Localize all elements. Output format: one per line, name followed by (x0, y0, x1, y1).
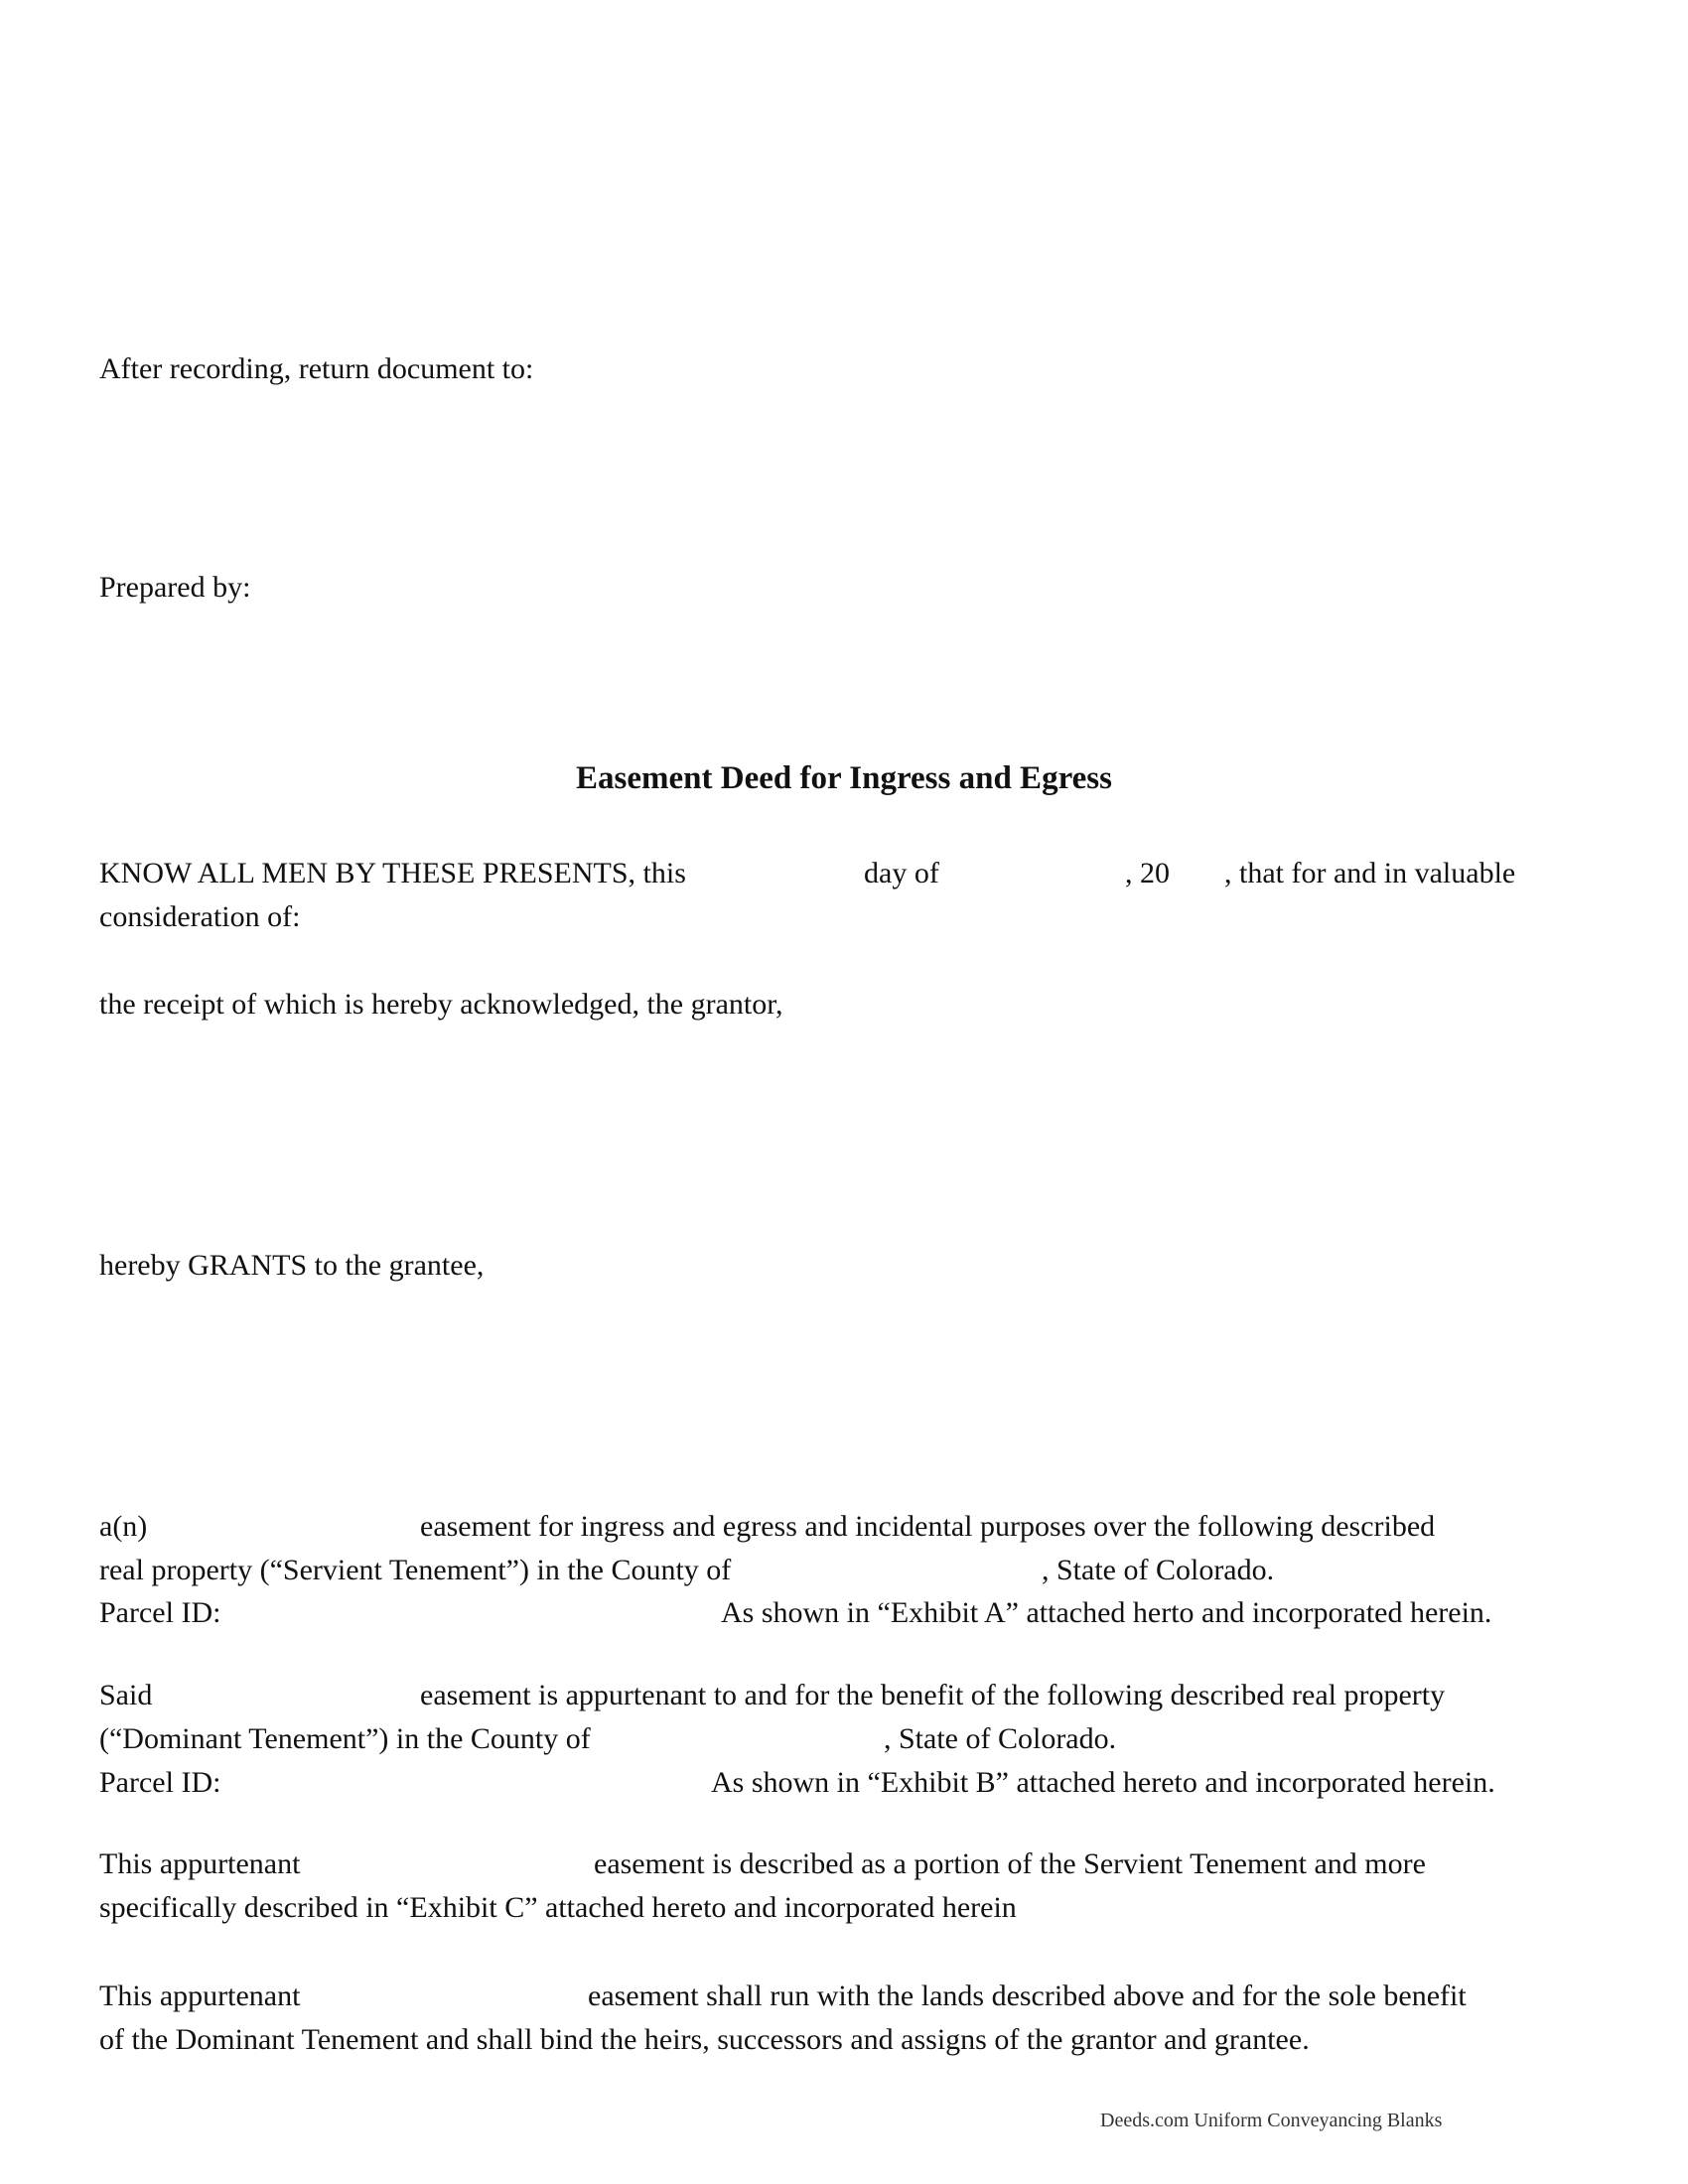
servient-parcel-label: Parcel ID: (99, 1596, 221, 1629)
described-easement-text: easement is described as a portion of the Servient Tenement and more (594, 1847, 1426, 1880)
servient-easement-text: easement for ingress and egress and incidental purposes over the following described (420, 1510, 1436, 1543)
servient-real-property: real property (“Servient Tenement”) in the County of (99, 1554, 732, 1586)
preamble-year: , 20 (1125, 857, 1170, 889)
described-exhibit-c: specifically described in “Exhibit C” attached hereto and incorporated herein (99, 1891, 1017, 1924)
footer-source: Deeds.com Uniform Conveyancing Blanks (1100, 2110, 1443, 2131)
servient-state: , State of Colorado. (1042, 1554, 1275, 1586)
preamble-day-of: day of (864, 857, 939, 889)
prepared-by-label: Prepared by: (99, 571, 251, 604)
dominant-said: Said (99, 1679, 153, 1711)
dominant-state: , State of Colorado. (884, 1722, 1117, 1755)
return-to-label: After recording, return document to: (99, 352, 534, 385)
receipt-clause: the receipt of which is hereby acknowledged, the grantor, (99, 988, 783, 1021)
dominant-easement-text: easement is appurtenant to and for the benefit of the following described real property (420, 1679, 1446, 1711)
servient-an: a(n) (99, 1510, 148, 1543)
run-with-line2: of the Dominant Tenement and shall bind the heirs, successors and assigns of the grantor and grantee. (99, 2023, 1310, 2056)
preamble-consideration: consideration of: (99, 900, 301, 933)
run-with-easement-text: easement shall run with the lands described above and for the sole benefit (588, 1979, 1467, 2012)
preamble-that-for: , that for and in valuable (1224, 857, 1516, 889)
preamble-know-all: KNOW ALL MEN BY THESE PRESENTS, this (99, 857, 686, 889)
dominant-county: (“Dominant Tenement”) in the County of (99, 1722, 591, 1755)
document-title: Easement Deed for Ingress and Egress (576, 760, 1112, 796)
servient-exhibit-a: As shown in “Exhibit A” attached herto and incorporated herein. (721, 1596, 1492, 1629)
run-with-this-appurtenant: This appurtenant (99, 1979, 301, 2012)
dominant-parcel-label: Parcel ID: (99, 1766, 221, 1799)
dominant-exhibit-b: As shown in “Exhibit B” attached hereto and incorporated herein. (711, 1766, 1495, 1799)
grants-clause: hereby GRANTS to the grantee, (99, 1249, 485, 1282)
described-this-appurtenant: This appurtenant (99, 1847, 301, 1880)
